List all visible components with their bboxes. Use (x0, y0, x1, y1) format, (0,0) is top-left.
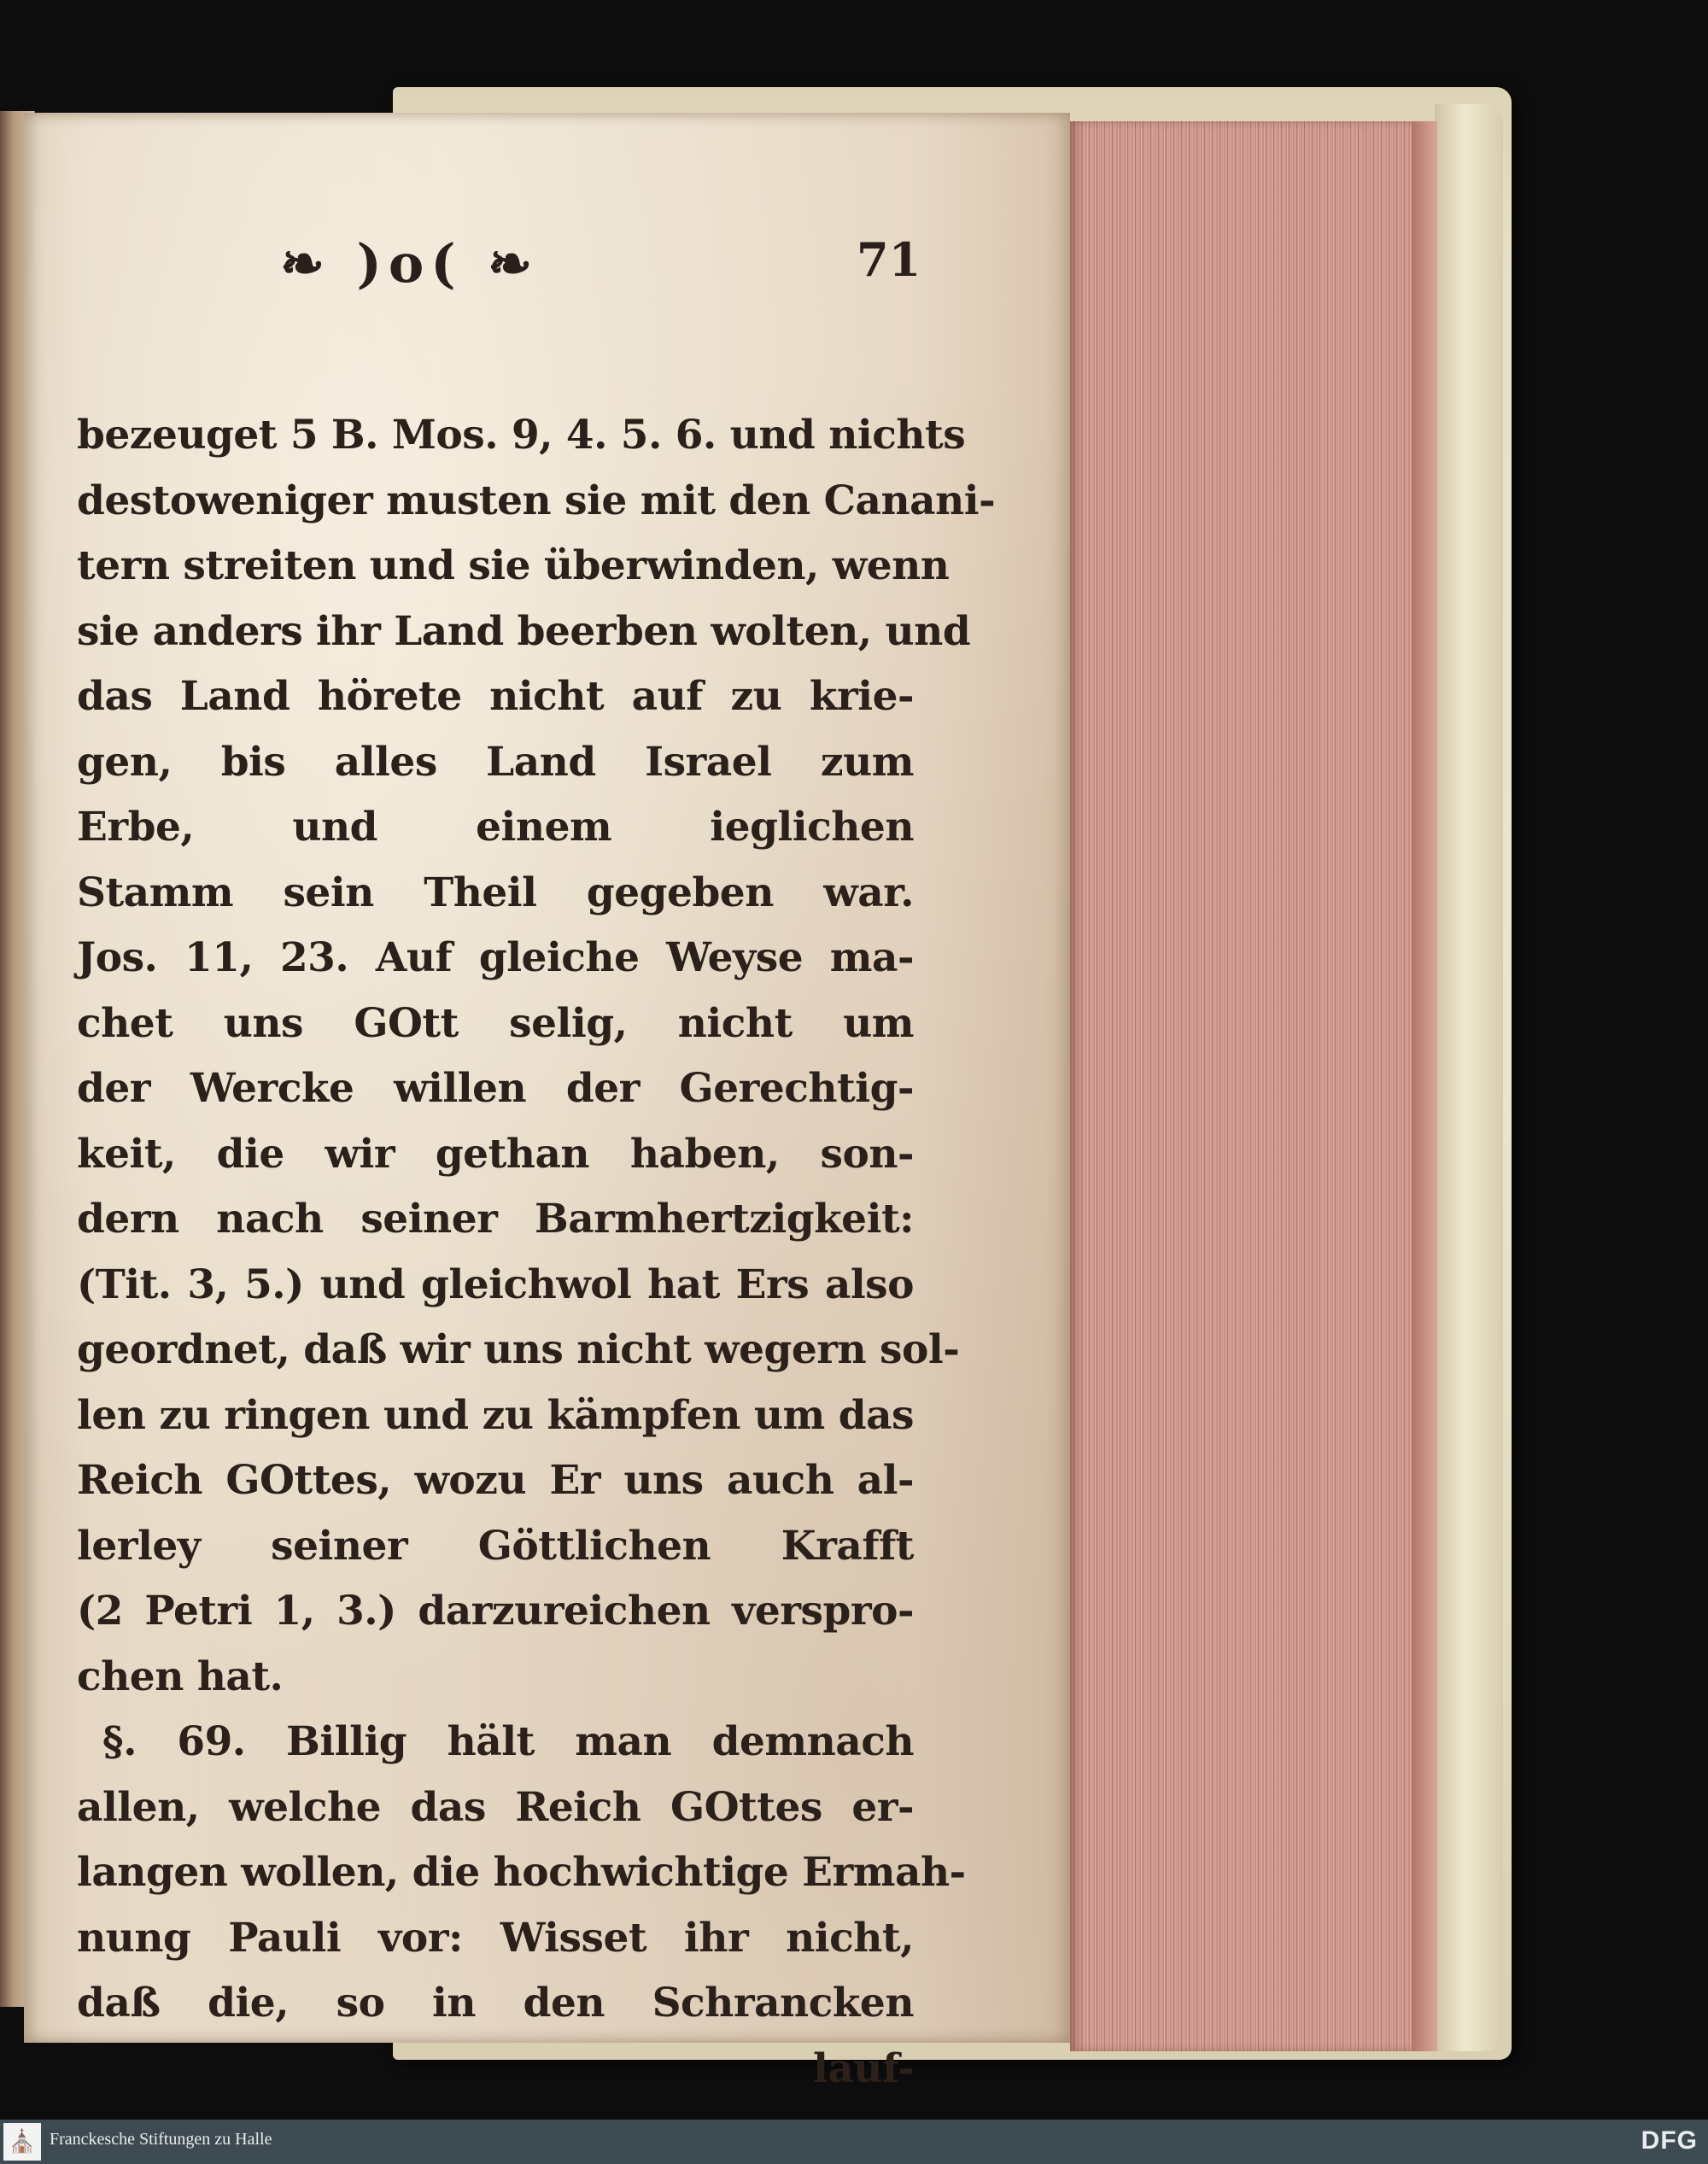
viewer-footer-bar (0, 2120, 1708, 2164)
text-line: Erbe, und einem ieglichen (77, 804, 914, 851)
text-line: bezeuget 5 B. Mos. 9, 4. 5. 6. und nichts (77, 412, 966, 459)
text-line: sie anders ihr Land beerben wolten, und (77, 607, 971, 655)
book-page (24, 113, 1070, 2092)
institution-name: Franckesche Stiftungen zu Halle (50, 2130, 272, 2149)
page-number: 71 (857, 232, 921, 287)
binding-edge (1435, 104, 1503, 2051)
text-line: das Land hörete nicht auf zu krie- (77, 673, 914, 720)
text-line: chen hat. (77, 1652, 284, 1700)
text-line: (2 Petri 1, 3.) darzureichen verspro- (77, 1588, 914, 1635)
text-line: dern nach seiner Barmhertzigkeit: (77, 1196, 914, 1243)
text-line: langen wollen, die hochwichtige Ermah- (77, 1849, 966, 1896)
text-line: keit, die wir gethan haben, son- (77, 1130, 914, 1178)
text-line: gen, bis alles Land Israel zum (77, 738, 914, 786)
text-line: lerley seiner Göttlichen Krafft (77, 1522, 914, 1570)
text-line: chet uns GOtt selig, nicht um (77, 999, 914, 1047)
text-line: (Tit. 3, 5.) und gleichwol hat Ers also (77, 1260, 914, 1308)
text-line: tern streiten und sie überwinden, wenn (77, 542, 950, 589)
page-block-edges (1070, 121, 1437, 2051)
text-line: allen, welche das Reich GOttes er- (77, 1783, 914, 1831)
body-text (77, 403, 996, 2102)
text-line: Jos. 11, 23. Auf gleiche Weyse ma- (77, 934, 914, 981)
text-line: daß die, so in den Schrancken (77, 1980, 914, 2027)
running-head-ornament: ❧ )o( ❧ (280, 232, 540, 295)
text-line: der Wercke willen der Gerechtig- (77, 1065, 914, 1112)
dfg-logo: DFG (1641, 2126, 1698, 2155)
text-line: nung Pauli vor: Wisset ihr nicht, (77, 1914, 914, 1962)
text-line: len zu ringen und zu kämpfen um das (77, 1391, 914, 1439)
page-edge-lines (1087, 121, 1412, 2051)
text-line: geordnet, daß wir uns nicht wegern sol- (77, 1326, 960, 1373)
book (0, 79, 1516, 2092)
text-line: Reich GOttes, wozu Er uns auch al- (77, 1457, 914, 1504)
text-line: destoweniger musten sie mit den Canani- (77, 477, 996, 524)
institution-seal-icon: ⛪ (3, 2123, 41, 2161)
paragraph-start-line: §. 69. Billig hält man demnach (102, 1718, 914, 1765)
page-block-shadow (1412, 121, 1437, 2051)
text-line: Stamm sein Theil gegeben war. (77, 869, 914, 916)
catchword: lauf- (812, 2044, 914, 2092)
